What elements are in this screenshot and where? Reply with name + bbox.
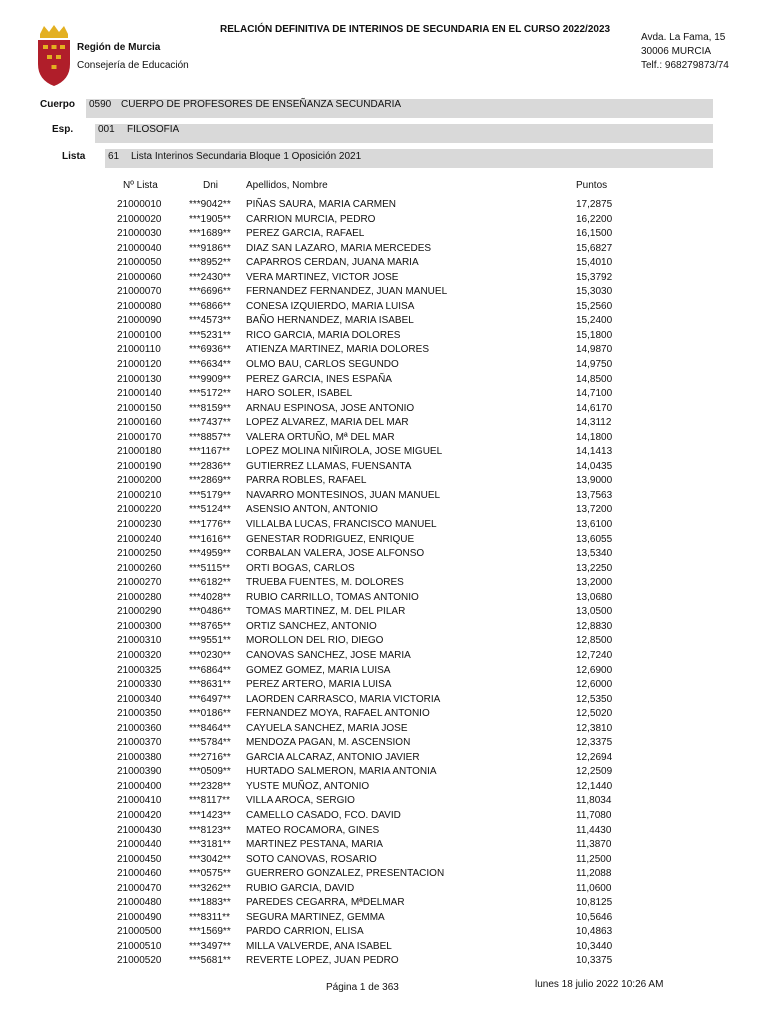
list-number: 21000460	[117, 868, 162, 880]
list-number: 21000420	[117, 809, 162, 821]
points: 11,8034	[576, 795, 612, 807]
full-name: LOPEZ MOLINA NIÑIROLA, JOSE MIGUEL	[246, 446, 443, 458]
table-row	[0, 867, 768, 882]
dni: ***1167**	[189, 446, 230, 458]
dni: ***5231**	[189, 329, 231, 341]
points: 14,9750	[576, 359, 613, 371]
table-row	[0, 242, 768, 257]
column-header-name: Apellidos, Nombre	[246, 180, 328, 191]
table-row	[0, 198, 768, 213]
table-row	[0, 373, 768, 388]
list-number: 21000260	[117, 562, 162, 574]
points: 15,6827	[576, 242, 613, 254]
table-row	[0, 853, 768, 868]
points: 13,6100	[576, 519, 613, 531]
table-row	[0, 940, 768, 955]
cuerpo-text: CUERPO DE PROFESORES DE ENSEÑANZA SECUNDARIA	[121, 99, 402, 110]
full-name: PIÑAS SAURA, MARIA CARMEN	[246, 199, 397, 210]
column-header-points: Puntos	[576, 180, 608, 191]
lista-code: 61	[108, 151, 120, 162]
full-name: PEREZ GARCIA, RAFAEL	[246, 228, 365, 240]
list-number: 21000220	[117, 504, 162, 516]
dni: ***9551**	[189, 635, 231, 647]
dni: ***4959**	[189, 548, 231, 560]
dni: ***8123**	[189, 824, 231, 836]
points: 11,0600	[576, 882, 612, 894]
dni: ***8765**	[189, 620, 231, 632]
dni: ***8159**	[189, 402, 231, 414]
list-number: 21000200	[117, 475, 162, 487]
table-row	[0, 605, 768, 620]
table-row	[0, 358, 768, 373]
table-row	[0, 271, 768, 286]
points: 15,3792	[576, 271, 613, 283]
column-header-dni: Dni	[203, 180, 219, 191]
dni: ***0230**	[189, 649, 231, 661]
table-row	[0, 809, 768, 824]
points: 13,2250	[576, 562, 613, 574]
dni: ***2328**	[189, 780, 231, 792]
table-row	[0, 824, 768, 839]
full-name: HURTADO SALMERON, MARIA ANTONIA	[246, 766, 437, 778]
cuerpo-code: 0590	[89, 99, 112, 110]
table-row	[0, 591, 768, 606]
dni: ***3497**	[189, 940, 231, 952]
points: 14,6170	[576, 402, 613, 414]
table-row	[0, 431, 768, 446]
points: 13,7563	[576, 489, 613, 501]
full-name: ARNAU ESPINOSA, JOSE ANTONIO	[246, 402, 415, 414]
dni: ***9186**	[189, 242, 231, 254]
points: 12,3810	[576, 722, 613, 734]
lista-label: Lista	[62, 151, 86, 162]
dni: ***8117**	[189, 795, 230, 807]
dni: ***6696**	[189, 286, 231, 298]
list-number: 21000490	[117, 911, 162, 923]
list-number: 21000100	[117, 329, 162, 341]
table-row	[0, 402, 768, 417]
list-number: 21000450	[117, 853, 162, 865]
table-row	[0, 576, 768, 591]
points: 13,0500	[576, 606, 613, 618]
points: 11,2500	[576, 853, 612, 865]
full-name: PEREZ ARTERO, MARIA LUISA	[246, 679, 392, 691]
list-number: 21000470	[117, 882, 162, 894]
table-row	[0, 794, 768, 809]
dni: ***8952**	[189, 257, 231, 269]
address-line: 30006 MURCIA	[641, 46, 712, 57]
dni: ***0486**	[189, 606, 231, 618]
list-number: 21000030	[117, 228, 162, 240]
list-number: 21000270	[117, 577, 162, 589]
table-row	[0, 343, 768, 358]
dni: ***8464**	[189, 722, 231, 734]
full-name: RUBIO GARCIA, DAVID	[246, 882, 355, 894]
table-row	[0, 562, 768, 577]
dni: ***2430**	[189, 271, 231, 283]
points: 10,5646	[576, 911, 613, 923]
full-name: VILLA AROCA, SERGIO	[246, 795, 355, 807]
list-number: 21000330	[117, 679, 162, 691]
dni: ***4028**	[189, 591, 231, 603]
dni: ***6634**	[189, 359, 231, 371]
dni: ***0575**	[189, 868, 231, 880]
table-row	[0, 227, 768, 242]
table-row	[0, 518, 768, 533]
points: 14,9870	[576, 344, 613, 356]
full-name: ATIENZA MARTINEZ, MARIA DOLORES	[246, 344, 429, 356]
list-number: 21000230	[117, 519, 162, 531]
full-name: LOPEZ ALVAREZ, MARIA DEL MAR	[246, 417, 409, 429]
full-name: CAPARROS CERDAN, JUANA MARIA	[246, 257, 419, 269]
list-number: 21000380	[117, 751, 162, 763]
list-number: 21000050	[117, 257, 162, 269]
dni: ***0509**	[189, 766, 231, 778]
list-number: 21000520	[117, 955, 162, 967]
points: 11,7080	[576, 809, 612, 821]
points: 10,3440	[576, 940, 613, 952]
table-row	[0, 445, 768, 460]
full-name: MARTINEZ PESTANA, MARIA	[246, 839, 383, 851]
dni: ***9909**	[189, 373, 231, 385]
full-name: CONESA IZQUIERDO, MARIA LUISA	[246, 300, 415, 312]
table-row	[0, 722, 768, 737]
points: 15,2400	[576, 315, 613, 327]
full-name: FERNANDEZ FERNANDEZ, JUAN MANUEL	[246, 286, 448, 298]
full-name: CAYUELA SANCHEZ, MARIA JOSE	[246, 722, 408, 734]
lista-text: Lista Interinos Secundaria Bloque 1 Oposición 2021	[131, 151, 362, 162]
full-name: PEREZ GARCIA, INES ESPAÑA	[246, 373, 392, 385]
points: 13,0680	[576, 591, 613, 603]
list-number: 21000020	[117, 213, 162, 225]
list-number: 21000130	[117, 373, 162, 385]
table-row	[0, 765, 768, 780]
document-title: RELACIÓN DEFINITIVA DE INTERINOS DE SECUNDARIA EN EL CURSO 2022/2023	[220, 24, 611, 35]
full-name: SOTO CANOVAS, ROSARIO	[246, 853, 377, 865]
dni: ***1883**	[189, 897, 231, 909]
dni: ***8311**	[189, 911, 230, 923]
table-row	[0, 707, 768, 722]
full-name: VILLALBA LUCAS, FRANCISCO MANUEL	[246, 519, 437, 531]
points: 12,5020	[576, 708, 613, 720]
full-name: TRUEBA FUENTES, M. DOLORES	[246, 577, 404, 589]
address-line: Telf.: 968279873/74	[641, 60, 729, 71]
esp-text: FILOSOFIA	[127, 124, 180, 135]
table-row	[0, 882, 768, 897]
list-number: 21000180	[117, 446, 162, 458]
dni: ***1616**	[189, 533, 231, 545]
esp-code: 001	[98, 124, 115, 135]
list-number: 21000325	[117, 664, 162, 676]
points: 11,3870	[576, 839, 612, 851]
dni: ***1569**	[189, 926, 231, 938]
dni: ***4573**	[189, 315, 231, 327]
dni: ***5172**	[189, 388, 231, 400]
table-row	[0, 838, 768, 853]
full-name: GOMEZ GOMEZ, MARIA LUISA	[246, 664, 391, 676]
table-row	[0, 925, 768, 940]
dni: ***1689**	[189, 228, 231, 240]
list-number: 21000060	[117, 271, 162, 283]
full-name: PARRA ROBLES, RAFAEL	[246, 475, 367, 487]
table-row	[0, 387, 768, 402]
full-name: YUSTE MUÑOZ, ANTONIO	[246, 780, 370, 792]
table-row	[0, 693, 768, 708]
points: 10,8125	[576, 897, 613, 909]
list-number: 21000340	[117, 693, 162, 705]
full-name: ASENSIO ANTON, ANTONIO	[246, 504, 378, 516]
table-row	[0, 896, 768, 911]
points: 16,2200	[576, 213, 613, 225]
dni: ***5784**	[189, 737, 231, 749]
table-row	[0, 911, 768, 926]
table-row	[0, 780, 768, 795]
table-row	[0, 533, 768, 548]
points: 10,4863	[576, 926, 613, 938]
list-number: 21000110	[117, 344, 161, 356]
points: 12,8830	[576, 620, 613, 632]
dni: ***6866**	[189, 300, 231, 312]
full-name: PAREDES CEGARRA, MªDELMAR	[246, 897, 405, 909]
table-row	[0, 329, 768, 344]
points: 13,2000	[576, 577, 613, 589]
list-number: 21000170	[117, 431, 162, 443]
full-name: CAMELLO CASADO, FCO. DAVID	[246, 809, 401, 821]
esp-band	[95, 124, 713, 143]
candidate-list	[0, 198, 768, 969]
dni: ***8857**	[189, 431, 231, 443]
list-number: 21000510	[117, 940, 162, 952]
points: 12,2509	[576, 766, 613, 778]
table-row	[0, 256, 768, 271]
list-number: 21000190	[117, 460, 162, 472]
full-name: VALERA ORTUÑO, Mª DEL MAR	[246, 431, 395, 443]
cuerpo-label: Cuerpo	[40, 99, 75, 110]
address-block	[641, 31, 729, 73]
list-number: 21000010	[117, 199, 162, 210]
dni: ***3042**	[189, 853, 231, 865]
points: 12,6900	[576, 664, 613, 676]
full-name: SEGURA MARTINEZ, GEMMA	[246, 911, 385, 923]
dni: ***1905**	[189, 213, 231, 225]
points: 14,8500	[576, 373, 613, 385]
dni: ***8631**	[189, 679, 231, 691]
full-name: BAÑO HERNANDEZ, MARIA ISABEL	[246, 315, 414, 327]
dni: ***6182**	[189, 577, 231, 589]
points: 14,1413	[576, 446, 613, 458]
list-number: 21000320	[117, 649, 162, 661]
table-row	[0, 489, 768, 504]
full-name: GUTIERREZ LLAMAS, FUENSANTA	[246, 460, 412, 472]
dni: ***2836**	[189, 460, 231, 472]
points: 13,6055	[576, 533, 613, 545]
dni: ***1776**	[189, 519, 231, 531]
points: 10,3375	[576, 955, 613, 967]
dni: ***6864**	[189, 664, 231, 676]
list-number: 21000400	[117, 780, 162, 792]
full-name: OLMO BAU, CARLOS SEGUNDO	[246, 359, 399, 371]
table-row	[0, 285, 768, 300]
points: 15,3030	[576, 286, 613, 298]
full-name: MOROLLON DEL RIO, DIEGO	[246, 635, 384, 647]
list-number: 21000500	[117, 926, 162, 938]
points: 14,3112	[576, 417, 612, 429]
list-number: 21000360	[117, 722, 162, 734]
list-number: 21000140	[117, 388, 162, 400]
table-row	[0, 736, 768, 751]
points: 12,2694	[576, 751, 613, 763]
points: 12,5350	[576, 693, 613, 705]
points: 14,7100	[576, 388, 613, 400]
list-number: 21000350	[117, 708, 162, 720]
print-date: lunes 18 julio 2022 10:26 AM	[535, 979, 664, 990]
points: 17,2875	[576, 199, 613, 210]
points: 12,7240	[576, 649, 613, 661]
dni: ***6936**	[189, 344, 231, 356]
full-name: NAVARRO MONTESINOS, JUAN MANUEL	[246, 489, 441, 501]
region-murcia-coat-of-arms-icon	[34, 24, 74, 88]
full-name: RUBIO CARRILLO, TOMAS ANTONIO	[246, 591, 419, 603]
list-number: 21000210	[117, 489, 162, 501]
table-row	[0, 751, 768, 766]
org-department: Consejería de Educación	[77, 60, 189, 71]
page-number: Página 1 de 363	[326, 982, 399, 993]
table-row	[0, 634, 768, 649]
full-name: GARCIA ALCARAZ, ANTONIO JAVIER	[246, 751, 420, 763]
full-name: MILLA VALVERDE, ANA ISABEL	[246, 940, 392, 952]
table-row	[0, 474, 768, 489]
dni: ***3181**	[189, 839, 231, 851]
dni: ***0186**	[189, 708, 231, 720]
dni: ***2716**	[189, 751, 231, 763]
dni: ***5115**	[189, 562, 230, 574]
table-row	[0, 620, 768, 635]
list-number: 21000280	[117, 591, 162, 603]
list-number: 21000150	[117, 402, 162, 414]
list-number: 21000250	[117, 548, 162, 560]
points: 13,9000	[576, 475, 613, 487]
dni: ***3262**	[189, 882, 231, 894]
esp-label: Esp.	[52, 124, 74, 135]
list-number: 21000300	[117, 620, 162, 632]
list-number: 21000240	[117, 533, 162, 545]
points: 12,3375	[576, 737, 613, 749]
full-name: CORBALAN VALERA, JOSE ALFONSO	[246, 548, 425, 560]
points: 13,5340	[576, 548, 613, 560]
table-row	[0, 213, 768, 228]
full-name: PARDO CARRION, ELISA	[246, 926, 364, 938]
address-line: Avda. La Fama, 15	[641, 32, 726, 43]
table-row	[0, 503, 768, 518]
dni: ***9042**	[189, 199, 231, 210]
list-number: 21000290	[117, 606, 162, 618]
table-row	[0, 460, 768, 475]
column-header-num: Nº Lista	[123, 180, 158, 191]
points: 12,1440	[576, 780, 613, 792]
list-number: 21000480	[117, 897, 162, 909]
list-number: 21000090	[117, 315, 162, 327]
points: 14,1800	[576, 431, 613, 443]
dni: ***5681**	[189, 955, 231, 967]
list-number: 21000410	[117, 795, 162, 807]
table-row	[0, 954, 768, 969]
list-number: 21000080	[117, 300, 162, 312]
table-row	[0, 649, 768, 664]
list-number: 21000390	[117, 766, 162, 778]
dni: ***5179**	[189, 489, 231, 501]
table-row	[0, 664, 768, 679]
table-row	[0, 678, 768, 693]
points: 16,1500	[576, 228, 613, 240]
full-name: VERA MARTINEZ, VICTOR JOSE	[246, 271, 399, 283]
full-name: RICO GARCIA, MARIA DOLORES	[246, 329, 401, 341]
points: 12,6000	[576, 679, 613, 691]
list-number: 21000070	[117, 286, 162, 298]
list-number: 21000430	[117, 824, 162, 836]
points: 13,7200	[576, 504, 613, 516]
org-name: Región de Murcia	[77, 42, 161, 53]
full-name: REVERTE LOPEZ, JUAN PEDRO	[246, 955, 399, 967]
list-number: 21000040	[117, 242, 162, 254]
full-name: ORTIZ SANCHEZ, ANTONIO	[246, 620, 377, 632]
points: 15,4010	[576, 257, 613, 269]
points: 11,2088	[576, 868, 612, 880]
full-name: LAORDEN CARRASCO, MARIA VICTORIA	[246, 693, 441, 705]
table-row	[0, 300, 768, 315]
list-number: 21000310	[117, 635, 162, 647]
list-number: 21000120	[117, 359, 162, 371]
dni: ***6497**	[189, 693, 231, 705]
full-name: DIAZ SAN LAZARO, MARIA MERCEDES	[246, 242, 432, 254]
list-number: 21000370	[117, 737, 162, 749]
dni: ***2869**	[189, 475, 231, 487]
list-number: 21000160	[117, 417, 162, 429]
points: 11,4430	[576, 824, 612, 836]
full-name: TOMAS MARTINEZ, M. DEL PILAR	[246, 606, 406, 618]
dni: ***7437**	[189, 417, 231, 429]
full-name: FERNANDEZ MOYA, RAFAEL ANTONIO	[246, 708, 430, 720]
table-row	[0, 314, 768, 329]
table-row	[0, 547, 768, 562]
full-name: HARO SOLER, ISABEL	[246, 388, 353, 400]
points: 15,1800	[576, 329, 613, 341]
full-name: ORTI BOGAS, CARLOS	[246, 562, 355, 574]
full-name: CARRION MURCIA, PEDRO	[246, 213, 376, 225]
points: 12,8500	[576, 635, 613, 647]
full-name: GENESTAR RODRIGUEZ, ENRIQUE	[246, 533, 415, 545]
dni: ***5124**	[189, 504, 231, 516]
full-name: MATEO ROCAMORA, GINES	[246, 824, 380, 836]
table-row	[0, 416, 768, 431]
dni: ***1423**	[189, 809, 231, 821]
list-number: 21000440	[117, 839, 162, 851]
points: 14,0435	[576, 460, 613, 472]
full-name: CANOVAS SANCHEZ, JOSE MARIA	[246, 649, 411, 661]
points: 15,2560	[576, 300, 613, 312]
full-name: MENDOZA PAGAN, M. ASCENSION	[246, 737, 411, 749]
full-name: GUERRERO GONZALEZ, PRESENTACION	[246, 868, 445, 880]
